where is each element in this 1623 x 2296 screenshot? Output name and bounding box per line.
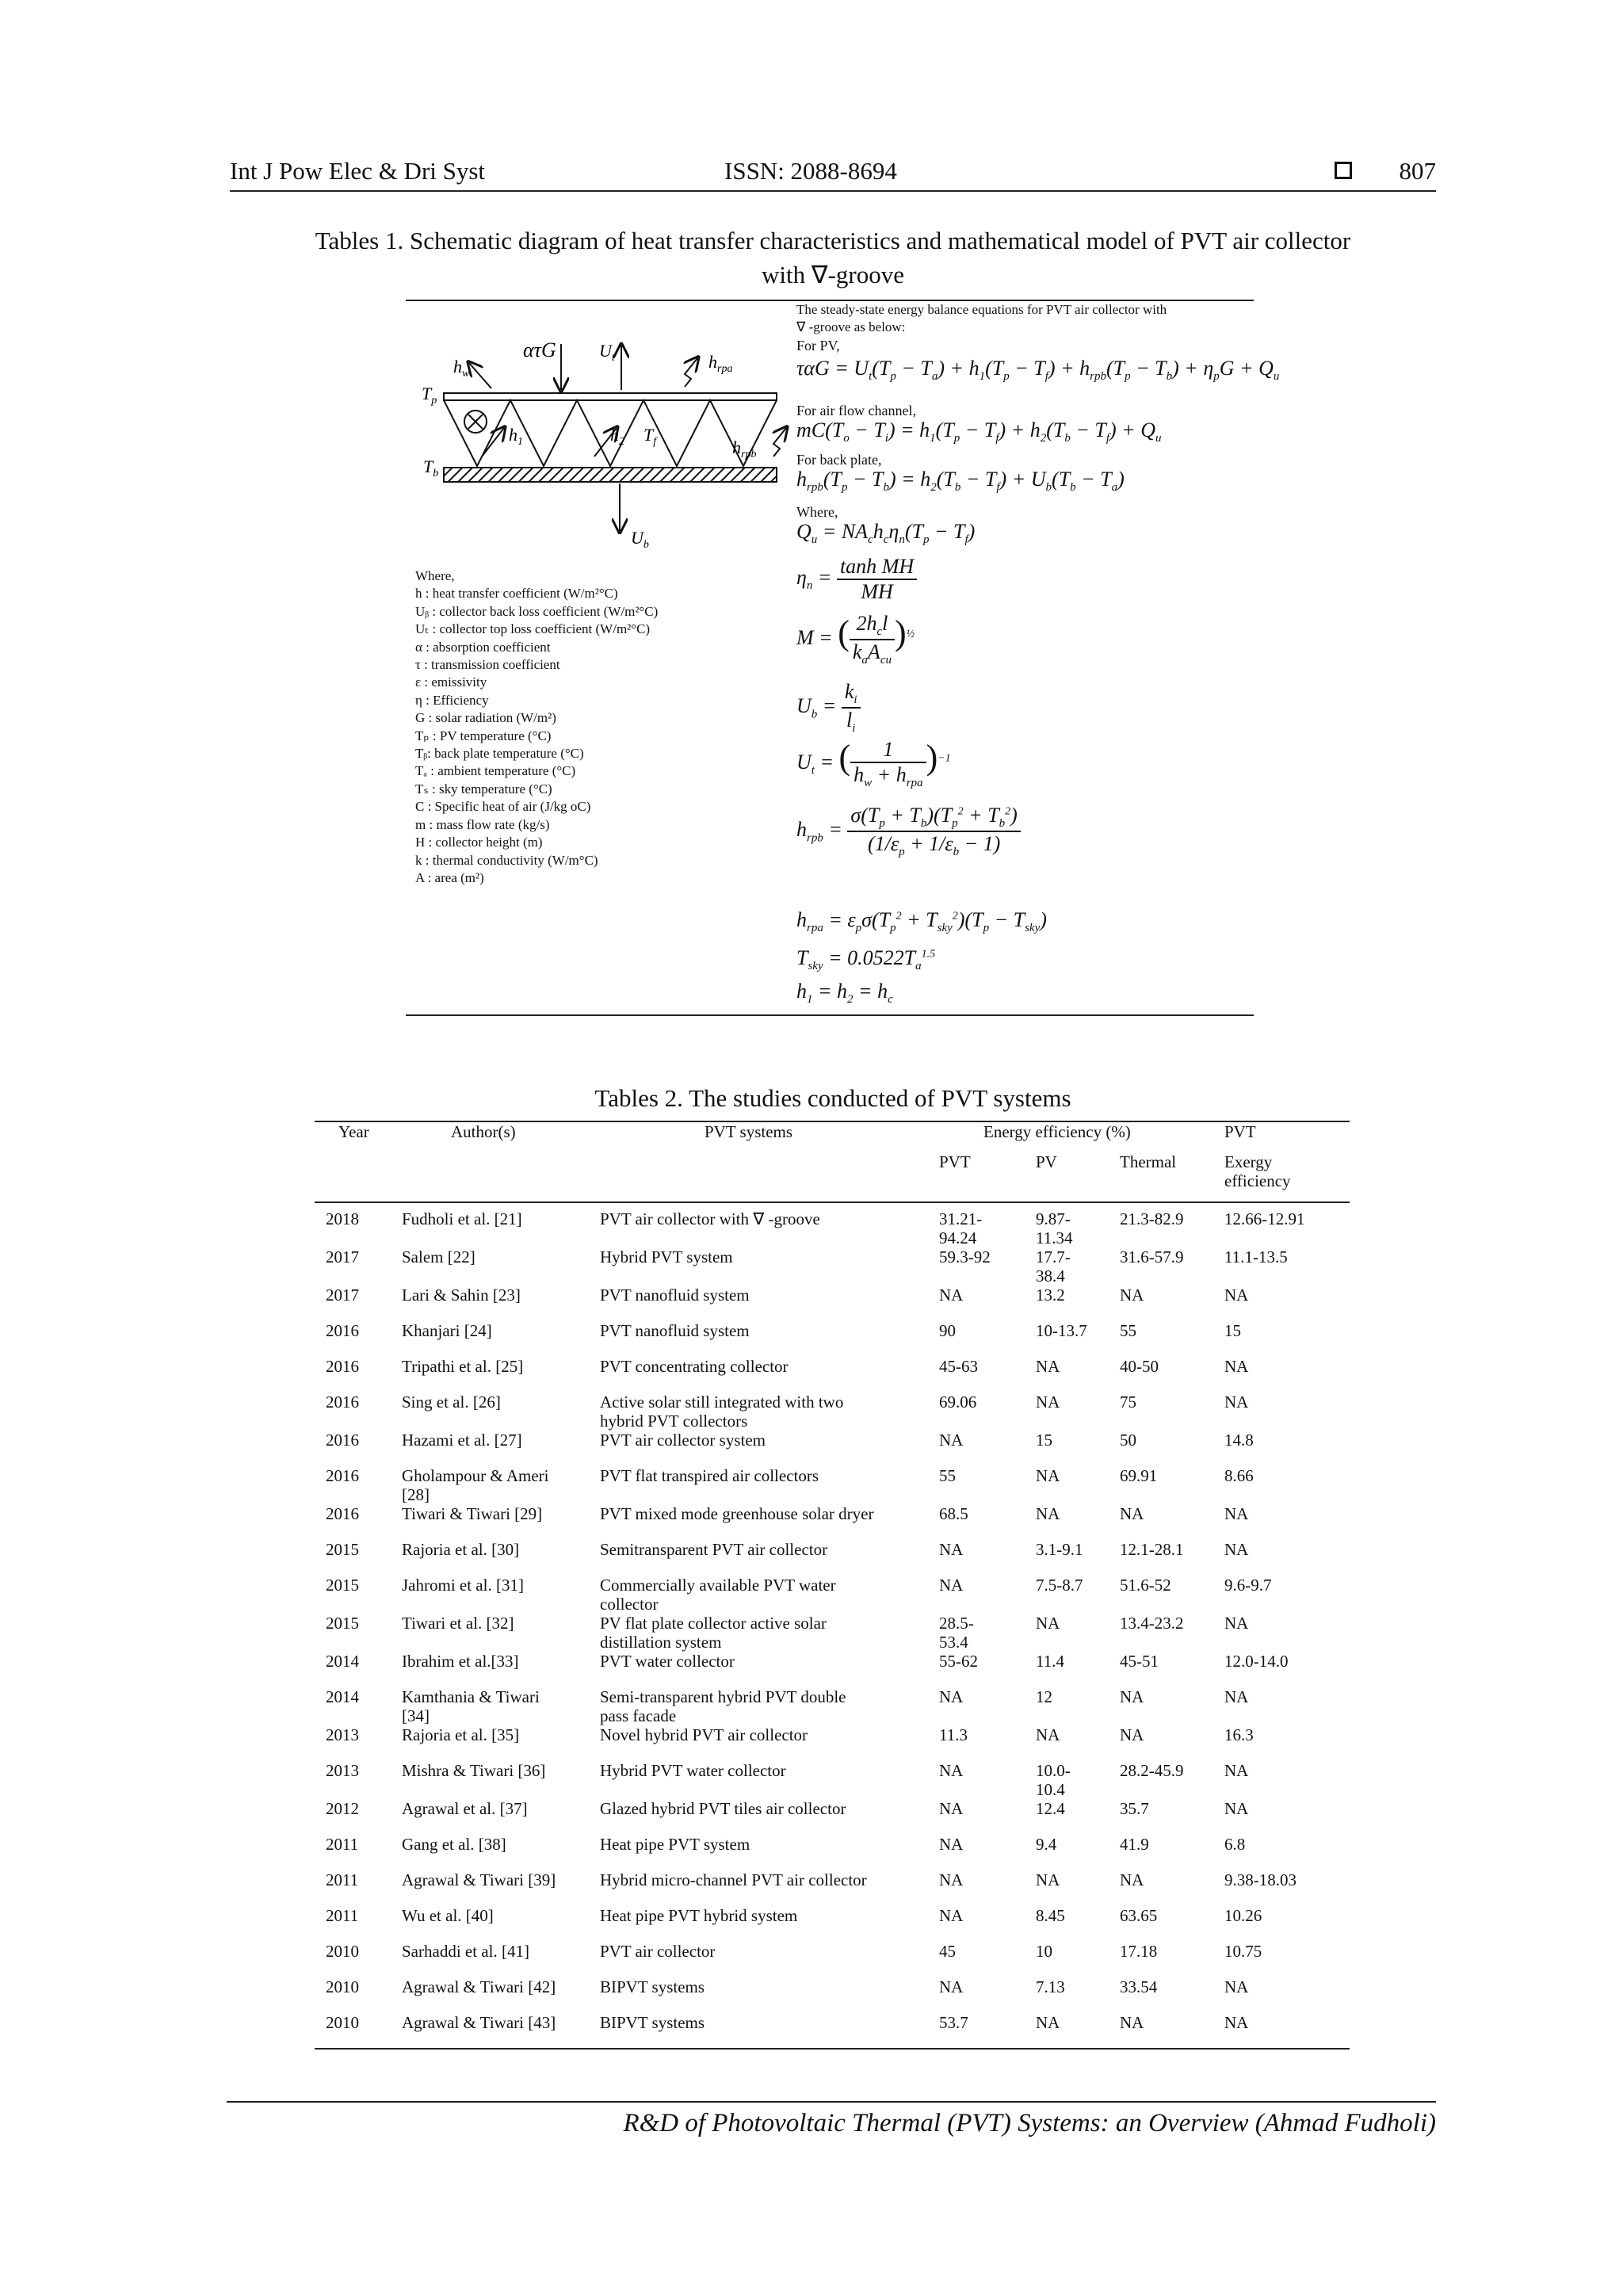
table2-caption: Tables 2. The studies conducted of PVT systems — [594, 1084, 1071, 1112]
header-exergy: Exergy efficiency — [1224, 1144, 1350, 1202]
cell-thermal: 35.7 — [1120, 1799, 1149, 1818]
cell-year: 2016 — [326, 1466, 359, 1485]
cell-author: Agrawal et al. [37] — [402, 1799, 528, 1818]
cell-year: 2015 — [326, 1576, 359, 1595]
cell-system: Novel hybrid PVT air collector — [600, 1725, 808, 1744]
cell-year: 2011 — [326, 1835, 359, 1854]
table-row — [315, 1906, 1350, 1942]
cell-author: Rajoria et al. [35] — [402, 1725, 520, 1744]
cell-year: 2015 — [326, 1540, 359, 1559]
cell-system: PVT water collector — [600, 1652, 735, 1671]
svg-text:hw: $h_w$ — [453, 357, 470, 380]
svg-text:h1: $h_1$ — [509, 425, 523, 448]
svg-text:h2: $h_2$ — [610, 425, 624, 448]
cell-thermal: 55 — [1120, 1321, 1136, 1340]
radiation-top-arrow — [685, 358, 697, 387]
table2-body — [315, 1202, 1350, 2049]
cell-thermal: 63.65 — [1120, 1906, 1158, 1925]
cell-system: Heat pipe PVT hybrid system — [600, 1906, 798, 1925]
cell-pvt: 45 — [939, 1942, 956, 1961]
cell-year: 2010 — [326, 1942, 359, 1961]
cell-year: 2016 — [326, 1504, 359, 1523]
cell-pvt: 53.7 — [939, 2013, 1036, 2049]
label-where: Where, — [796, 504, 838, 520]
cell-exergy: NA — [1224, 1392, 1249, 1412]
cell-author: Hazami et al. [27] — [402, 1431, 522, 1450]
cell-exergy: NA — [1224, 1504, 1249, 1523]
table-row — [315, 1761, 1350, 1799]
cell-thermal: 51.6-52 — [1120, 1576, 1171, 1595]
footer-title: R&D of Photovoltaic Thermal (PVT) Systems: an Overview (Ahmad Fudholi) — [623, 2109, 1436, 2137]
cell-system: Hybrid micro-channel PVT air collector — [600, 1870, 867, 1889]
cell-pvt: 69.06 — [939, 1392, 977, 1412]
cell-thermal: 33.54 — [1120, 1977, 1158, 1996]
cell-exergy: 16.3 — [1224, 1725, 1254, 1744]
cell-thermal: 21.3-82.9 — [1120, 1209, 1184, 1228]
cell-exergy: NA — [1224, 1977, 1249, 1996]
svg-text:Ub: $U_b$ — [631, 528, 649, 551]
running-header — [230, 155, 1436, 192]
svg-text:hrpa: $h_{rpa}$ — [708, 352, 733, 375]
cell-exergy: NA — [1224, 1614, 1249, 1633]
table1-caption-line1: Tables 1. Schematic diagram of heat transfer characteristics and mathematical model of PVT air collector — [315, 227, 1351, 254]
table-row — [315, 1466, 1350, 1504]
cell-exergy: 11.1-13.5 — [1224, 1247, 1288, 1266]
back-plate — [444, 468, 777, 482]
cell-system: PVT air collector — [600, 1942, 716, 1961]
cell-exergy: NA — [1224, 1286, 1249, 1305]
equation-tsky: $T_{sky} = 0.0522T_a^{1.5}$ — [796, 946, 936, 973]
cell-author: Gang et al. [38] — [402, 1835, 506, 1854]
cell-pvt: 45-63 — [939, 1357, 978, 1376]
cell-exergy: NA — [1224, 1540, 1249, 1559]
cell-pv: NA — [1036, 1614, 1060, 1633]
table-row — [315, 1977, 1350, 2013]
cell-thermal: 41.9 — [1120, 1835, 1149, 1854]
cell-author: Tripathi et al. [25] — [402, 1357, 524, 1376]
table-row — [315, 1247, 1350, 1286]
cell-pv: 10.0- 10.4 — [1036, 1761, 1071, 1799]
cell-exergy: 15 — [1224, 1321, 1241, 1340]
header-pv: PV — [1036, 1144, 1120, 1202]
cell-author: Ibrahim et al.[33] — [402, 1652, 519, 1671]
table-row — [315, 1799, 1350, 1835]
header-year: Year — [315, 1121, 402, 1144]
cell-year: 2017 — [326, 1247, 359, 1266]
label-for-pv: For PV, — [796, 338, 840, 353]
cell-thermal: 50 — [1120, 1431, 1136, 1450]
svg-text:Tf: $T_f$ — [643, 425, 657, 448]
label-alpha-tau-g: ατG — [523, 338, 556, 361]
equation-air-channel: $mC(T_o - T_i) = h_1(T_p - T_f) + h_2(T_b - T_f) + Q_u$ — [796, 418, 1162, 445]
label-for-air: For air flow channel, — [796, 403, 916, 418]
table-row — [315, 1652, 1350, 1687]
cell-pv: NA — [1036, 2013, 1120, 2049]
header-author: Author(s) — [402, 1121, 600, 1144]
cell-pvt: NA — [939, 1835, 964, 1854]
cell-thermal: NA — [1120, 1870, 1144, 1889]
cell-pvt: 55-62 — [939, 1652, 978, 1671]
cell-system: Active solar still integrated with two hybrid PVT collectors — [600, 1392, 844, 1431]
cell-pv: 7.13 — [1036, 1977, 1065, 1996]
cell-pv: 12.4 — [1036, 1799, 1065, 1818]
cell-thermal: NA — [1120, 2013, 1224, 2049]
cell-thermal: 75 — [1120, 1392, 1136, 1412]
table-row — [315, 1357, 1350, 1392]
cell-exergy: 12.0-14.0 — [1224, 1652, 1289, 1671]
cell-exergy: 9.6-9.7 — [1224, 1576, 1272, 1595]
cell-pv: NA — [1036, 1357, 1060, 1376]
equation-qu: $Q_u = NA_ch_c\eta_n(T_p - T_f)$ — [796, 520, 976, 547]
equations-intro: The steady-state energy balance equations for PVT air collector with ∇ -groove as below: — [796, 302, 1167, 334]
header-pvt: PVT — [939, 1144, 1036, 1202]
cell-pvt: NA — [939, 1977, 964, 1996]
table-row — [315, 1202, 1350, 1247]
equation-ut: $U_t$ = ( $\frac{1}{h_w + h_{rpa}}$ )$^{-1}$ — [796, 737, 951, 790]
table-row — [315, 1725, 1350, 1761]
cell-exergy: 12.66-12.91 — [1224, 1209, 1305, 1228]
cell-pvt: NA — [939, 1431, 964, 1450]
cell-pvt: NA — [939, 1540, 964, 1559]
table-row — [315, 1687, 1350, 1725]
issn: ISSN: 2088-8694 — [724, 157, 897, 185]
pv-plate — [444, 393, 777, 400]
cell-exergy: 10.26 — [1224, 1906, 1262, 1925]
cell-thermal: 13.4-23.2 — [1120, 1614, 1184, 1633]
equation-m: M = ( $\frac{2h_cl}{k_aA_{cu}}$ )$^{\frac{1}{2}}$ — [796, 612, 915, 667]
cell-year: 2011 — [326, 1870, 359, 1889]
cell-year: 2011 — [326, 1906, 359, 1925]
cell-pv: NA — [1036, 1870, 1060, 1889]
header-energy-efficiency: Energy efficiency (%) — [939, 1121, 1224, 1144]
cell-pvt: NA — [939, 1286, 964, 1305]
cell-pv: 12 — [1036, 1687, 1052, 1706]
cell-pv: NA — [1036, 1725, 1060, 1744]
cell-system: Hybrid PVT system — [600, 1247, 733, 1266]
cell-author: Wu et al. [40] — [402, 1906, 494, 1925]
flow-direction-icon — [464, 411, 487, 433]
cell-system: Semitransparent PVT air collector — [600, 1540, 828, 1559]
heat-transfer-schematic — [406, 301, 794, 563]
cell-year: 2016 — [326, 1357, 359, 1376]
cell-system: PVT air collector with ∇ -groove — [600, 1209, 820, 1228]
equation-back-plate: $h_{rpb}(T_p - T_b) = h_2(T_b - T_f) + U_b(T_b - T_a)$ — [796, 468, 1125, 495]
cell-pv: 9.4 — [1036, 1835, 1057, 1854]
cell-exergy: NA — [1224, 1799, 1249, 1818]
cell-year: 2017 — [326, 1286, 359, 1305]
cell-pv: 10 — [1036, 1942, 1052, 1961]
cell-author: Sarhaddi et al. [41] — [402, 1942, 529, 1961]
cell-author: Mishra & Tiwari [36] — [402, 1761, 546, 1780]
table-row — [315, 1576, 1350, 1614]
cell-author: Gholampour & Ameri [28] — [402, 1466, 549, 1504]
cell-year: 2018 — [326, 1209, 359, 1228]
cell-system: Glazed hybrid PVT tiles air collector — [600, 1799, 846, 1818]
cell-exergy: NA — [1224, 2013, 1350, 2049]
equation-pv: $\tau\alpha G = U_t(T_p - T_a) + h_1(T_p - T_f) + h_{rpb}(T_p - T_b) + \eta_pG + Q_u$ — [796, 357, 1280, 384]
cell-thermal: 12.1-28.1 — [1120, 1540, 1184, 1559]
cell-pvt: NA — [939, 1870, 964, 1889]
cell-pv: 13.2 — [1036, 1286, 1065, 1305]
cell-thermal: 17.18 — [1120, 1942, 1158, 1961]
cell-system: Hybrid PVT water collector — [600, 1761, 786, 1780]
cell-author: Fudholi et al. [21] — [402, 1209, 522, 1228]
cell-author: Salem [22] — [402, 1247, 475, 1266]
header-exergy-pvt: PVT — [1224, 1121, 1350, 1144]
table-row — [315, 1835, 1350, 1870]
cell-pv: 10-13.7 — [1036, 1321, 1087, 1340]
square-icon — [1335, 162, 1352, 179]
cell-author: Lari & Sahin [23] — [402, 1286, 521, 1305]
page-number: 807 — [1399, 157, 1436, 185]
cell-thermal: 45-51 — [1120, 1652, 1159, 1671]
equation-h-equal: $h_1 = h_2 = h_c$ — [796, 980, 893, 1007]
cell-exergy: NA — [1224, 1761, 1249, 1780]
cell-author: Agrawal & Tiwari [42] — [402, 1977, 556, 1996]
cell-exergy: 10.75 — [1224, 1942, 1262, 1961]
radiation-gap-arrow — [773, 428, 786, 457]
cell-exergy: 8.66 — [1224, 1466, 1254, 1485]
cell-system: PV flat plate collector active solar distillation system — [600, 1614, 827, 1652]
cell-exergy: 9.38-18.03 — [1224, 1870, 1296, 1889]
cell-year: 2016 — [326, 1392, 359, 1412]
cell-year: 2014 — [326, 1652, 359, 1671]
equation-hrpb: $h_{rpb}$ = $\frac{\sigma(T_p + T_b)(T_p^2 + T_b^2)}{(1/\varepsilon_p + 1/\varepsilon_b - 1)}$ — [796, 804, 1021, 859]
header-system: PVT systems — [600, 1121, 939, 1144]
table-row — [315, 1614, 1350, 1652]
cell-pv: 9.87- 11.34 — [1036, 1209, 1073, 1247]
table-row — [315, 2013, 1350, 2049]
cell-exergy: NA — [1224, 1687, 1249, 1706]
cell-year: 2016 — [326, 1321, 359, 1340]
cell-pv: 8.45 — [1036, 1906, 1065, 1925]
cell-thermal: NA — [1120, 1286, 1144, 1305]
cell-thermal: NA — [1120, 1504, 1144, 1523]
cell-pvt: 90 — [939, 1321, 956, 1340]
symbol-legend: Where, h : heat transfer coefficient (W/m²°C) Uᵦ : collector back loss coefficient (W/m²°C) Uₜ : collector top loss coefficient (W/m²°C) α : absorption coefficient τ : transmission coefficient ε : emissivity η : Efficiency G : solar radiation (W/m²) Tₚ : PV temperature (°C) Tᵦ: back plate temperature (°C) Tₐ : ambient temperature (°C) Tₛ : sky temperature (°C) C : Specific heat of air (J/kg oC) m : mass flow rate (kg/s) H : collector height (m) k : thermal conductivity (W/m°C) A : area (m²) — [415, 568, 659, 885]
cell-thermal: 28.2-45.9 — [1120, 1761, 1184, 1780]
cell-author: Rajoria et al. [30] — [402, 1540, 520, 1559]
cell-year: 2014 — [326, 1687, 359, 1706]
table-row — [315, 1321, 1350, 1357]
cell-system: Semi-transparent hybrid PVT double pass facade — [600, 1687, 846, 1725]
table-row — [315, 1286, 1350, 1321]
cell-pv: 11.4 — [1036, 1652, 1064, 1671]
cell-system: PVT air collector system — [600, 1431, 766, 1450]
cell-exergy: 6.8 — [1224, 1835, 1246, 1854]
equation-ub: $U_b$ = $\frac{k_i}{l_i}$ — [796, 680, 861, 735]
cell-pvt: 59.3-92 — [939, 1247, 991, 1266]
cell-pv: NA — [1036, 1466, 1060, 1485]
cell-system: BIPVT systems — [600, 2013, 939, 2049]
table-row — [315, 1942, 1350, 1977]
cell-author: Khanjari [24] — [402, 1321, 492, 1340]
cell-system: Commercially available PVT water collector — [600, 1576, 836, 1614]
cell-pvt: NA — [939, 1687, 964, 1706]
cell-system: PVT flat transpired air collectors — [600, 1466, 819, 1485]
cell-pvt: NA — [939, 1906, 964, 1925]
label-for-back-plate: For back plate, — [796, 452, 882, 468]
table2 — [315, 1121, 1350, 2050]
cell-pv: NA — [1036, 1504, 1060, 1523]
header-thermal: Thermal — [1120, 1144, 1224, 1202]
table1 — [406, 300, 1280, 1016]
table-row — [315, 1392, 1350, 1431]
cell-pv: 17.7- 38.4 — [1036, 1247, 1071, 1286]
equation-eta-n: $\eta_n$ = $\frac{\text{tanh MH}}{MH}$ — [796, 555, 917, 604]
cell-pvt: 55 — [939, 1466, 956, 1485]
cell-year: 2016 — [326, 1431, 359, 1450]
cell-pv: 7.5-8.7 — [1036, 1576, 1083, 1595]
cell-pvt: NA — [939, 1576, 964, 1595]
cell-pvt: 68.5 — [939, 1504, 968, 1523]
energy-balance-equations — [796, 301, 1280, 1007]
table1-caption-line2: with ∇-groove — [761, 261, 904, 288]
cell-author: Sing et al. [26] — [402, 1392, 501, 1412]
cell-thermal: 31.6-57.9 — [1120, 1247, 1184, 1266]
wind-loss-arrow — [469, 363, 491, 388]
table-row — [315, 1431, 1350, 1466]
svg-text:hrpb: $h_{rpb}$ — [732, 437, 757, 460]
running-footer — [227, 2101, 1436, 2137]
cell-author: Tiwari et al. [32] — [402, 1614, 514, 1633]
cell-system: PVT concentrating collector — [600, 1357, 789, 1376]
cell-system: PVT nanofluid system — [600, 1286, 750, 1305]
cell-pv: 3.1-9.1 — [1036, 1540, 1083, 1559]
cell-year: 2013 — [326, 1725, 359, 1744]
table-row — [315, 1504, 1350, 1540]
cell-thermal: NA — [1120, 1687, 1144, 1706]
cell-system: Heat pipe PVT system — [600, 1835, 750, 1854]
cell-exergy: NA — [1224, 1357, 1249, 1376]
journal-name: Int J Pow Elec & Dri Syst — [230, 157, 486, 185]
cell-exergy: 14.8 — [1224, 1431, 1254, 1450]
table-row — [315, 1540, 1350, 1576]
svg-text:Tp: $T_p$ — [422, 384, 437, 407]
cell-author: Kamthania & Tiwari [34] — [402, 1687, 540, 1725]
h1-arrow — [482, 428, 504, 457]
cell-pvt: 31.21- 94.24 — [939, 1209, 983, 1247]
equation-hrpa: $h_{rpa} = \varepsilon_p\sigma(T_p^2 + T_{sky}^2)(T_p - T_{sky})$ — [796, 908, 1047, 935]
cell-year: 2010 — [315, 2013, 402, 2049]
cell-system: PVT nanofluid system — [600, 1321, 750, 1340]
cell-pv: 15 — [1036, 1431, 1052, 1450]
cell-pvt: 28.5- 53.4 — [939, 1614, 974, 1652]
cell-pvt: NA — [939, 1761, 964, 1780]
cell-year: 2012 — [326, 1799, 359, 1818]
cell-thermal: 69.91 — [1120, 1466, 1158, 1485]
cell-author: Tiwari & Tiwari [29] — [402, 1504, 543, 1523]
cell-pvt: 11.3 — [939, 1725, 968, 1744]
svg-text:Tb: $T_b$ — [423, 457, 439, 479]
cell-pvt: NA — [939, 1799, 964, 1818]
cell-author: Agrawal & Tiwari [39] — [402, 1870, 556, 1889]
cell-thermal: NA — [1120, 1725, 1144, 1744]
svg-text:Ut: $U_t$ — [599, 341, 615, 364]
cell-pv: NA — [1036, 1392, 1060, 1412]
cell-author: Agrawal & Tiwari [43] — [402, 2013, 600, 2049]
cell-year: 2010 — [326, 1977, 359, 1996]
cell-system: PVT mixed mode greenhouse solar dryer — [600, 1504, 874, 1523]
table-row — [315, 1870, 1350, 1906]
cell-author: Jahromi et al. [31] — [402, 1576, 524, 1595]
table1-caption — [230, 223, 1436, 292]
cell-year: 2015 — [326, 1614, 359, 1633]
cell-thermal: 40-50 — [1120, 1357, 1159, 1376]
cell-system: BIPVT systems — [600, 1977, 705, 1996]
cell-year: 2013 — [326, 1761, 359, 1780]
